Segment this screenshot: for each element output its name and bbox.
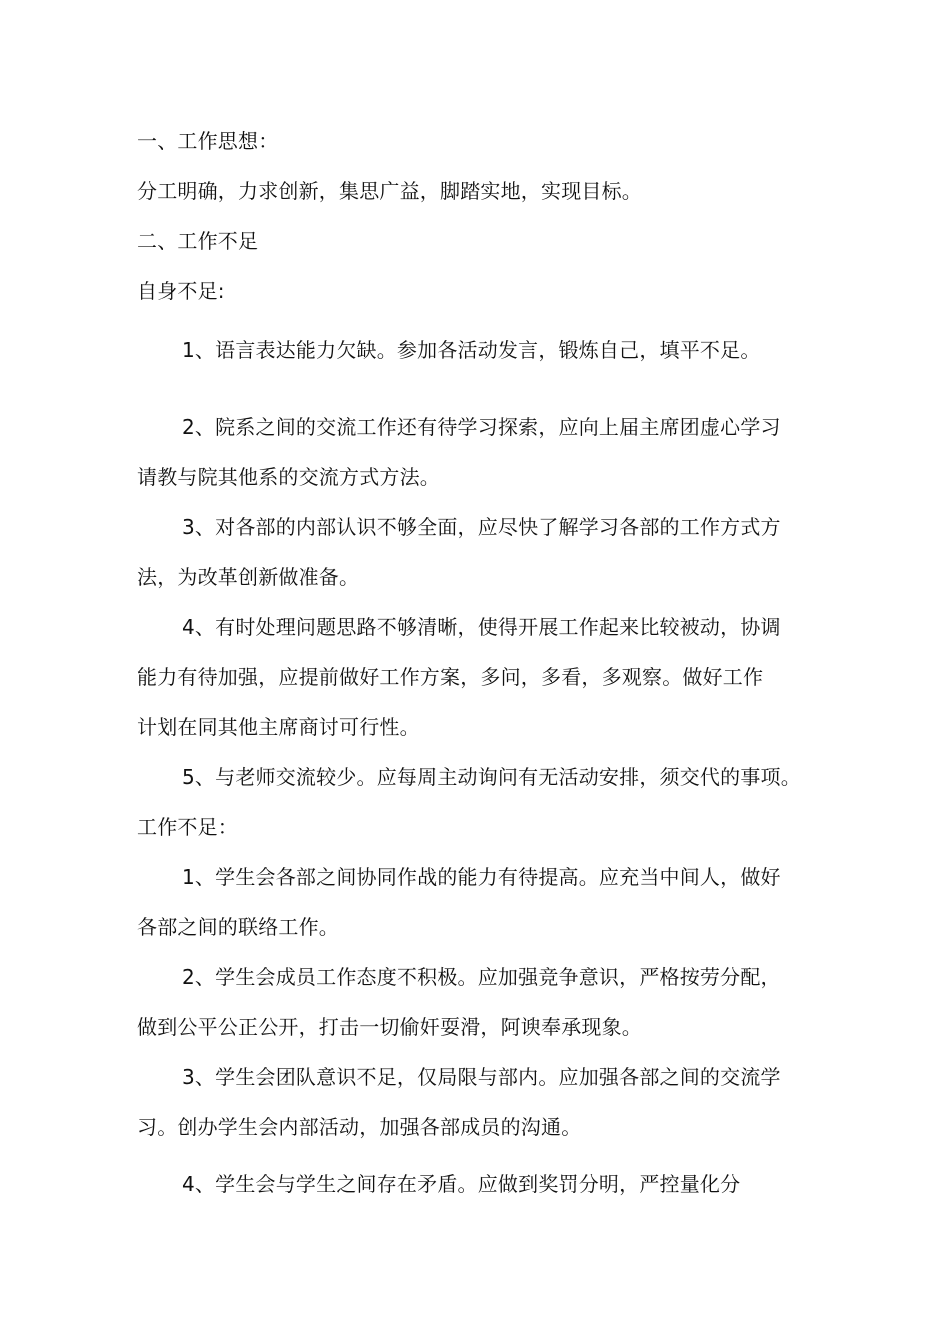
self-item-5: 5、与老师交流较少。应每周主动询问有无活动安排，须交代的事项。: [182, 765, 801, 789]
self-item-3-line-1: 3、对各部的内部认识不够全面，应尽快了解学习各部的工作方式方: [182, 515, 781, 539]
subheading-self-shortcomings: 自身不足:: [137, 279, 225, 303]
self-item-2-line-2: 请教与院其他系的交流方式方法。: [137, 465, 440, 489]
self-item-4-line-3: 计划在同其他主席商讨可行性。: [137, 715, 420, 739]
work-thought-text: 分工明确，力求创新，集思广益，脚踏实地，实现目标。: [137, 179, 642, 203]
heading-work-thought: 一、工作思想：: [137, 129, 279, 153]
heading-work-shortcomings: 二、工作不足: [137, 229, 259, 253]
self-item-2-line-1: 2、院系之间的交流工作还有待学习探索，应向上届主席团虚心学习: [182, 415, 781, 439]
work-item-1-line-1: 1、学生会各部之间协同作战的能力有待提高。应充当中间人，做好: [182, 865, 781, 889]
work-item-2-line-2: 做到公平公正公开，打击一切偷奸耍滑，阿谀奉承现象。: [137, 1015, 642, 1039]
subheading-work-shortcomings: 工作不足：: [137, 815, 238, 839]
work-item-3-line-1: 3、学生会团队意识不足，仅局限与部内。应加强各部之间的交流学: [182, 1065, 781, 1089]
self-item-1: 1、语言表达能力欠缺。参加各活动发言，锻炼自己，填平不足。: [182, 338, 761, 362]
work-item-4-line-1: 4、学生会与学生之间存在矛盾。应做到奖罚分明，严控量化分: [182, 1172, 741, 1196]
self-item-3-line-2: 法，为改革创新做准备。: [137, 565, 360, 589]
self-item-4-line-1: 4、有时处理问题思路不够清晰，使得开展工作起来比较被动，协调: [182, 615, 781, 639]
self-item-4-line-2: 能力有待加强，应提前做好工作方案，多问，多看，多观察。做好工作: [137, 665, 764, 689]
work-item-1-line-2: 各部之间的联络工作。: [137, 915, 339, 939]
work-item-3-line-2: 习。创办学生会内部活动，加强各部成员的沟通。: [137, 1115, 582, 1139]
work-item-2-line-1: 2、学生会成员工作态度不积极。应加强竞争意识，严格按劳分配，: [182, 965, 781, 989]
